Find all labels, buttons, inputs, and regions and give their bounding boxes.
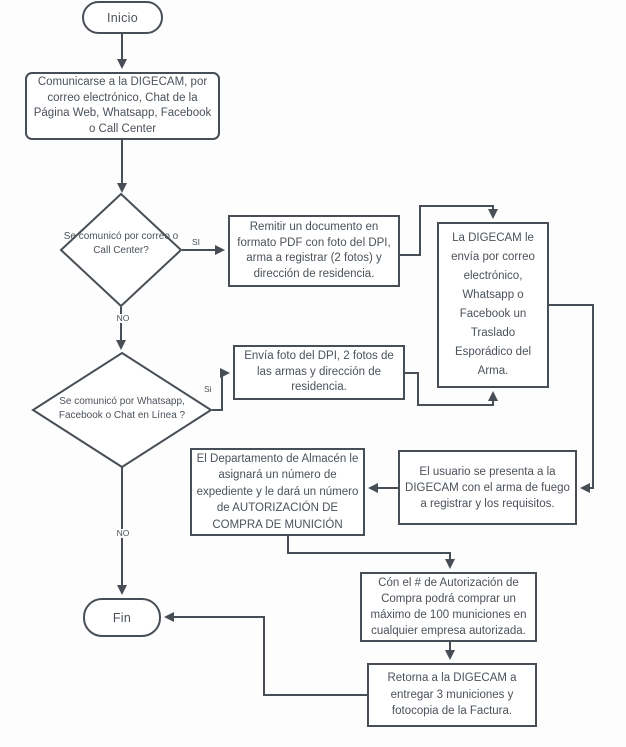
node-retorna-label: Retorna a la DIGECAM a entregar 3 municiones y fotocopia de la Factura. bbox=[387, 672, 517, 718]
node-digecam-envia bbox=[437, 222, 549, 388]
edge-decision2-si-enviafoto bbox=[212, 373, 228, 410]
node-remitir bbox=[228, 215, 400, 287]
node-fin-label: Fin bbox=[112, 610, 132, 625]
node-inicio-label: Inicio bbox=[107, 10, 138, 25]
node-inicio bbox=[82, 1, 163, 34]
edge-label-si-whatsapp: Si bbox=[204, 384, 212, 394]
node-decision-correo-label: Se comunicó por correo o Call Center? bbox=[63, 231, 179, 256]
node-envia-foto-label: Envía foto del DPI, 2 fotos de las armas y dirección de residencia. bbox=[244, 350, 394, 394]
edge-departamento-autorizacion bbox=[288, 536, 450, 567]
node-comunicarse bbox=[25, 72, 220, 140]
node-autorizacion-compra bbox=[360, 572, 537, 642]
node-usuario-presenta bbox=[398, 450, 577, 525]
edge-label-si-correo: SI bbox=[192, 237, 201, 247]
edge-label-no-whatsapp: NO bbox=[112, 529, 134, 538]
node-departamento-almacen bbox=[190, 448, 365, 536]
edge-label-no-correo: NO bbox=[112, 314, 134, 323]
node-remitir-label: Remitir un documento en formato PDF con foto del DPI, arma a registrar (2 fotos) y dirección de residencia. bbox=[237, 221, 391, 280]
node-departamento-almacen-label: El Departamento de Almacén le asignará un número de expediente y le dará un número de AUTORIZACIÓN DE COMPRA DE MUNICIÓN bbox=[196, 452, 359, 531]
node-envia-foto bbox=[233, 345, 405, 400]
node-fin bbox=[83, 598, 161, 637]
node-decision-whatsapp-label: Se comunicó por Whatsapp, Facebook o Chat en Línea ? bbox=[58, 396, 186, 421]
node-usuario-presenta-label: El usuario se presenta a la DIGECAM con el arma de fuego a registrar y los requisitos. bbox=[405, 465, 570, 510]
node-comunicarse-label: Comunicarse a la DIGECAM, por correo electrónico, Chat de la Página Web, Whatsapp, Facebook o Call Center bbox=[33, 76, 212, 135]
node-retorna bbox=[367, 663, 537, 727]
node-digecam-envia-label: La DIGECAM le envía por correo electrónico, Whatsapp o Facebook un Traslado Esporádico del Arma. bbox=[451, 232, 535, 377]
node-autorizacion-compra-label: Cón el # de Autorización de Compra podrá comprar un máximo de 100 municiones en cualquier empresa autorizada. bbox=[370, 577, 527, 637]
edge-retorna-fin bbox=[166, 617, 367, 695]
